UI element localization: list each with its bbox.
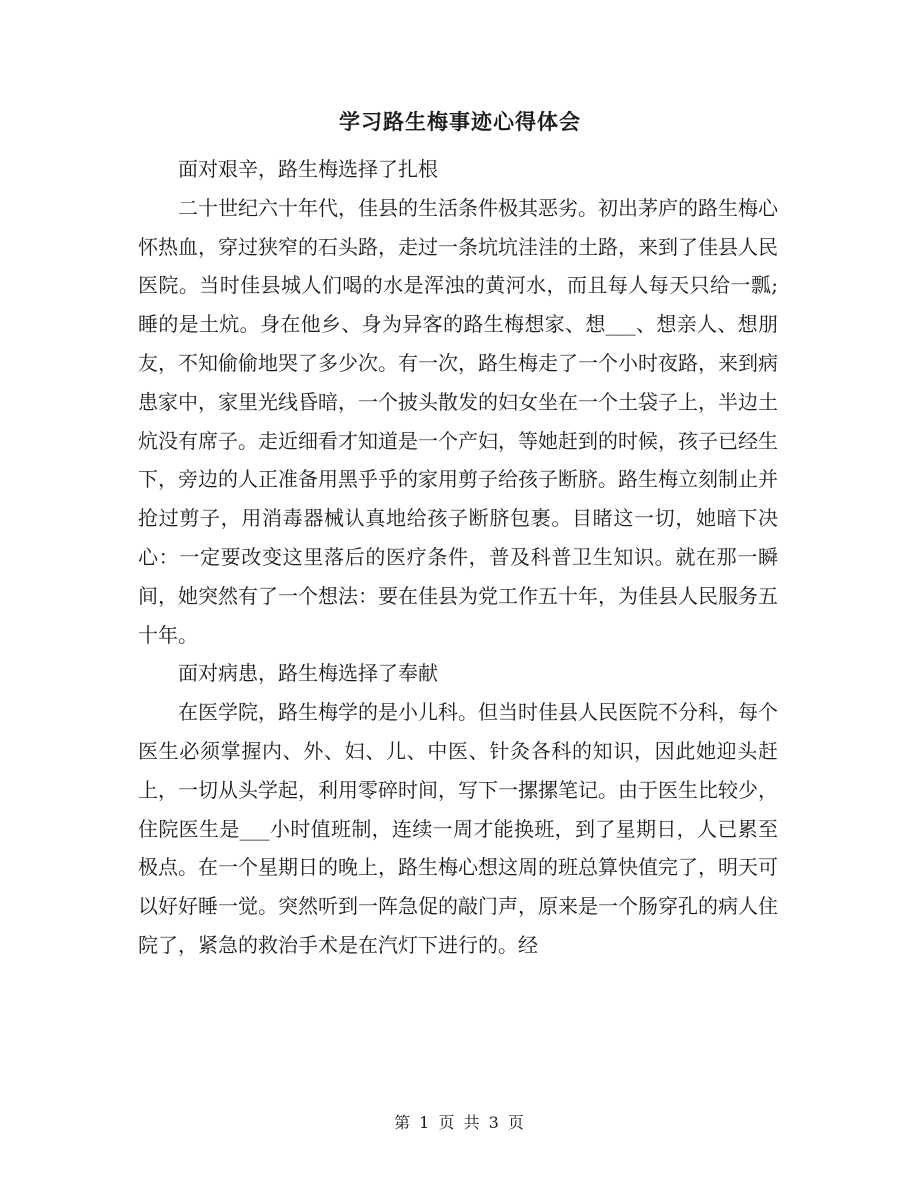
- page-footer: 第 1 页 共 3 页: [394, 1113, 526, 1132]
- body-paragraph: 二十世纪六十年代，佳县的生活条件极其恶劣。初出茅庐的路生梅心怀热血，穿过狭窄的石头路，走过一条坑坑洼洼的土路，来到了佳县人民医院。当时佳县城人们喝的水是浑浊的黄河水，而且每人每天只给一瓢;睡的是土炕。身在他乡、身为异客的路生梅想家、想___、想亲人、想朋友，不知偷偷地哭了多少次。有一次，路生梅走了一个小时夜路，来到病患家中，家里光线昏暗，一个披头散发的妇女坐在一个土袋子上，半边土炕没有席子。走近细看才知道是一个产妇，等她赶到的时候，孩子已经生下，旁边的人正准备用黑乎乎的家用剪子给孩子断脐。路生梅立刻制止并抢过剪子，用消毒器械认真地给孩子断脐包裹。目睹这一切，她暗下决心：一定要改变这里落后的医疗条件，普及科普卫生知识。就在那一瞬间，她突然有了一个想法：要在佳县为党工作五十年，为佳县人民服务五十年。: [138, 195, 778, 647]
- section-heading: 面对艰辛，路生梅选择了扎根: [178, 157, 438, 181]
- document-body: [138, 150, 778, 965]
- document-title: 学习路生梅事迹心得体会: [339, 109, 581, 134]
- section-heading: 面对病患，路生梅选择了奉献: [178, 661, 438, 686]
- body-paragraph: 在医学院，路生梅学的是小儿科。但当时佳县人民医院不分科，每个医生必须掌握内、外、妇、儿、中医、针灸各科的知识，因此她迎头赶上，一切从头学起，利用零碎时间，写下一摞摞笔记。由于医生比较少，住院医生是___小时值班制，连续一周才能换班，到了星期日，人已累至极点。在一个星期日的晚上，路生梅心想这周的班总算快值完了，明天可以好好睡一觉。突然听到一阵急促的敲门声，原来是一个肠穿孔的病人住院了，紧急的救治手术是在汽灯下进行的。经: [138, 700, 778, 957]
